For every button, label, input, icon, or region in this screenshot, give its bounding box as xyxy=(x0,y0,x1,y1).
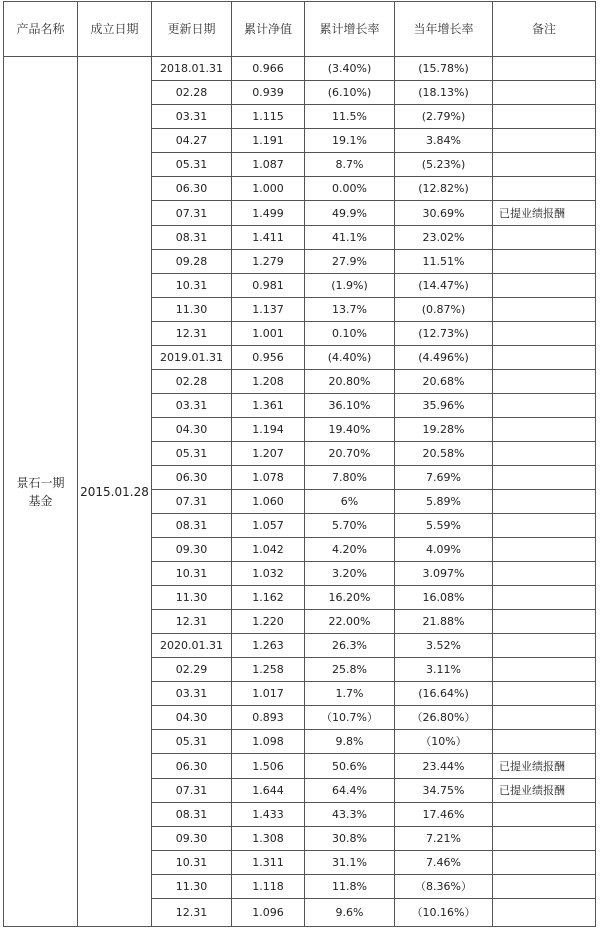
update-date-cell: 03.31 xyxy=(152,394,232,418)
remark-cell: 已提业绩报酬 xyxy=(493,779,596,803)
cumulative-growth-cell: 0.00% xyxy=(305,177,395,201)
remark-cell xyxy=(493,81,596,105)
cumulative-growth-cell: (6.10%) xyxy=(305,81,395,105)
nav-cell: 1.411 xyxy=(232,226,305,250)
nav-cell: 1.098 xyxy=(232,730,305,754)
nav-cell: 1.433 xyxy=(232,803,305,827)
nav-cell: 1.506 xyxy=(232,754,305,779)
update-date-cell: 12.31 xyxy=(152,899,232,927)
ytd-growth-cell: 3.84% xyxy=(395,129,493,153)
update-date-cell: 05.31 xyxy=(152,442,232,466)
ytd-growth-cell: 5.59% xyxy=(395,514,493,538)
ytd-growth-cell: 7.69% xyxy=(395,466,493,490)
update-date-cell: 11.30 xyxy=(152,298,232,322)
ytd-growth-cell: 20.68% xyxy=(395,370,493,394)
established-date-cell: 2015.01.28 xyxy=(78,57,152,927)
nav-cell: 1.361 xyxy=(232,394,305,418)
cumulative-growth-cell: 64.4% xyxy=(305,779,395,803)
update-date-cell: 06.30 xyxy=(152,754,232,779)
remark-cell xyxy=(493,466,596,490)
remark-cell xyxy=(493,827,596,851)
ytd-growth-cell: 23.02% xyxy=(395,226,493,250)
update-date-cell: 02.29 xyxy=(152,658,232,682)
ytd-growth-cell: 7.21% xyxy=(395,827,493,851)
ytd-growth-cell: 23.44% xyxy=(395,754,493,779)
nav-cell: 1.308 xyxy=(232,827,305,851)
remark-cell xyxy=(493,875,596,899)
remark-cell xyxy=(493,899,596,927)
ytd-growth-cell: 3.097% xyxy=(395,562,493,586)
cumulative-growth-cell: 19.40% xyxy=(305,418,395,442)
cumulative-growth-cell: 20.70% xyxy=(305,442,395,466)
nav-cell: 0.939 xyxy=(232,81,305,105)
header-update-date: 更新日期 xyxy=(152,2,232,57)
cumulative-growth-cell: 22.00% xyxy=(305,610,395,634)
nav-cell: 1.060 xyxy=(232,490,305,514)
cumulative-growth-cell: 6% xyxy=(305,490,395,514)
header-product-name: 产品名称 xyxy=(4,2,78,57)
remark-cell xyxy=(493,851,596,875)
update-date-cell: 08.31 xyxy=(152,226,232,250)
nav-cell: 1.311 xyxy=(232,851,305,875)
cumulative-growth-cell: 11.8% xyxy=(305,875,395,899)
update-date-cell: 02.28 xyxy=(152,81,232,105)
remark-cell xyxy=(493,250,596,274)
cumulative-growth-cell: 43.3% xyxy=(305,803,395,827)
cumulative-growth-cell: 36.10% xyxy=(305,394,395,418)
remark-cell xyxy=(493,346,596,370)
table-row xyxy=(4,57,596,81)
remark-cell xyxy=(493,129,596,153)
nav-cell: 1.208 xyxy=(232,370,305,394)
update-date-cell: 09.30 xyxy=(152,827,232,851)
cumulative-growth-cell: 50.6% xyxy=(305,754,395,779)
ytd-growth-cell: 21.88% xyxy=(395,610,493,634)
cumulative-growth-cell: 27.9% xyxy=(305,250,395,274)
nav-cell: 1.096 xyxy=(232,899,305,927)
nav-cell: 1.220 xyxy=(232,610,305,634)
ytd-growth-cell: 30.69% xyxy=(395,201,493,226)
cumulative-growth-cell: （10.7%） xyxy=(305,706,395,730)
update-date-cell: 06.30 xyxy=(152,466,232,490)
remark-cell xyxy=(493,105,596,129)
cumulative-growth-cell: (1.9%) xyxy=(305,274,395,298)
ytd-growth-cell: （8.36%） xyxy=(395,875,493,899)
nav-cell: 1.162 xyxy=(232,586,305,610)
remark-cell xyxy=(493,177,596,201)
remark-cell xyxy=(493,586,596,610)
remark-cell: 已提业绩报酬 xyxy=(493,754,596,779)
cumulative-growth-cell: 9.8% xyxy=(305,730,395,754)
nav-cell: 1.207 xyxy=(232,442,305,466)
nav-cell: 1.258 xyxy=(232,658,305,682)
update-date-cell: 09.30 xyxy=(152,538,232,562)
cumulative-growth-cell: 11.5% xyxy=(305,105,395,129)
remark-cell xyxy=(493,514,596,538)
update-date-cell: 05.31 xyxy=(152,153,232,177)
ytd-growth-cell: (16.64%) xyxy=(395,682,493,706)
update-date-cell: 10.31 xyxy=(152,274,232,298)
update-date-cell: 11.30 xyxy=(152,586,232,610)
nav-cell: 1.087 xyxy=(232,153,305,177)
remark-cell: 已提业绩报酬 xyxy=(493,201,596,226)
table-body xyxy=(4,57,596,927)
product-name-line1: 景石一期 xyxy=(16,475,65,490)
ytd-growth-cell: 7.46% xyxy=(395,851,493,875)
remark-cell xyxy=(493,153,596,177)
cumulative-growth-cell: 13.7% xyxy=(305,298,395,322)
cumulative-growth-cell: 3.20% xyxy=(305,562,395,586)
nav-cell: 0.966 xyxy=(232,57,305,81)
update-date-cell: 11.30 xyxy=(152,875,232,899)
header-ytd-growth: 当年增长率 xyxy=(395,2,493,57)
ytd-growth-cell: (0.87%) xyxy=(395,298,493,322)
ytd-growth-cell: 35.96% xyxy=(395,394,493,418)
product-name-line2: 基金 xyxy=(28,493,53,508)
ytd-growth-cell: (18.13%) xyxy=(395,81,493,105)
header-cumulative-nav: 累计净值 xyxy=(232,2,305,57)
header-remarks: 备注 xyxy=(493,2,596,57)
update-date-cell: 10.31 xyxy=(152,851,232,875)
cumulative-growth-cell: (3.40%) xyxy=(305,57,395,81)
remark-cell xyxy=(493,394,596,418)
cumulative-growth-cell: (4.40%) xyxy=(305,346,395,370)
ytd-growth-cell: (4.496%) xyxy=(395,346,493,370)
remark-cell xyxy=(493,490,596,514)
cumulative-growth-cell: 0.10% xyxy=(305,322,395,346)
remark-cell xyxy=(493,610,596,634)
ytd-growth-cell: 3.11% xyxy=(395,658,493,682)
nav-cell: 1.263 xyxy=(232,634,305,658)
header-row xyxy=(4,2,596,57)
update-date-cell: 04.30 xyxy=(152,418,232,442)
fund-nav-table xyxy=(3,1,596,927)
update-date-cell: 08.31 xyxy=(152,803,232,827)
cumulative-growth-cell: 8.7% xyxy=(305,153,395,177)
nav-cell: 1.042 xyxy=(232,538,305,562)
update-date-cell: 03.31 xyxy=(152,682,232,706)
remark-cell xyxy=(493,730,596,754)
ytd-growth-cell: (14.47%) xyxy=(395,274,493,298)
ytd-growth-cell: (2.79%) xyxy=(395,105,493,129)
nav-cell: 1.644 xyxy=(232,779,305,803)
nav-cell: 1.057 xyxy=(232,514,305,538)
update-date-cell: 12.31 xyxy=(152,322,232,346)
nav-cell: 1.078 xyxy=(232,466,305,490)
cumulative-growth-cell: 16.20% xyxy=(305,586,395,610)
cumulative-growth-cell: 20.80% xyxy=(305,370,395,394)
remark-cell xyxy=(493,57,596,81)
cumulative-growth-cell: 19.1% xyxy=(305,129,395,153)
ytd-growth-cell: 16.08% xyxy=(395,586,493,610)
remark-cell xyxy=(493,803,596,827)
nav-cell: 1.115 xyxy=(232,105,305,129)
remark-cell xyxy=(493,658,596,682)
ytd-growth-cell: （10.16%） xyxy=(395,899,493,927)
ytd-growth-cell: （10%） xyxy=(395,730,493,754)
ytd-growth-cell: (12.82%) xyxy=(395,177,493,201)
nav-cell: 1.000 xyxy=(232,177,305,201)
header-cumulative-growth: 累计增长率 xyxy=(305,2,395,57)
cumulative-growth-cell: 4.20% xyxy=(305,538,395,562)
remark-cell xyxy=(493,562,596,586)
update-date-cell: 2018.01.31 xyxy=(152,57,232,81)
update-date-cell: 06.30 xyxy=(152,177,232,201)
nav-cell: 0.981 xyxy=(232,274,305,298)
ytd-growth-cell: 17.46% xyxy=(395,803,493,827)
cumulative-growth-cell: 30.8% xyxy=(305,827,395,851)
nav-cell: 1.499 xyxy=(232,201,305,226)
remark-cell xyxy=(493,274,596,298)
remark-cell xyxy=(493,226,596,250)
remark-cell xyxy=(493,418,596,442)
update-date-cell: 10.31 xyxy=(152,562,232,586)
nav-cell: 1.118 xyxy=(232,875,305,899)
ytd-growth-cell: (15.78%) xyxy=(395,57,493,81)
ytd-growth-cell: 4.09% xyxy=(395,538,493,562)
update-date-cell: 07.31 xyxy=(152,201,232,226)
ytd-growth-cell: 11.51% xyxy=(395,250,493,274)
update-date-cell: 09.28 xyxy=(152,250,232,274)
header-established-date: 成立日期 xyxy=(78,2,152,57)
update-date-cell: 2020.01.31 xyxy=(152,634,232,658)
update-date-cell: 2019.01.31 xyxy=(152,346,232,370)
cumulative-growth-cell: 31.1% xyxy=(305,851,395,875)
remark-cell xyxy=(493,682,596,706)
update-date-cell: 08.31 xyxy=(152,514,232,538)
nav-cell: 1.191 xyxy=(232,129,305,153)
cumulative-growth-cell: 5.70% xyxy=(305,514,395,538)
nav-cell: 1.017 xyxy=(232,682,305,706)
cumulative-growth-cell: 9.6% xyxy=(305,899,395,927)
ytd-growth-cell: 20.58% xyxy=(395,442,493,466)
update-date-cell: 12.31 xyxy=(152,610,232,634)
update-date-cell: 05.31 xyxy=(152,730,232,754)
nav-cell: 1.137 xyxy=(232,298,305,322)
cumulative-growth-cell: 41.1% xyxy=(305,226,395,250)
cumulative-growth-cell: 26.3% xyxy=(305,634,395,658)
remark-cell xyxy=(493,538,596,562)
update-date-cell: 02.28 xyxy=(152,370,232,394)
update-date-cell: 04.30 xyxy=(152,706,232,730)
remark-cell xyxy=(493,322,596,346)
nav-cell: 1.032 xyxy=(232,562,305,586)
cumulative-growth-cell: 1.7% xyxy=(305,682,395,706)
update-date-cell: 07.31 xyxy=(152,779,232,803)
remark-cell xyxy=(493,442,596,466)
remark-cell xyxy=(493,706,596,730)
ytd-growth-cell: 34.75% xyxy=(395,779,493,803)
remark-cell xyxy=(493,298,596,322)
ytd-growth-cell: 5.89% xyxy=(395,490,493,514)
ytd-growth-cell: (12.73%) xyxy=(395,322,493,346)
ytd-growth-cell: 19.28% xyxy=(395,418,493,442)
ytd-growth-cell: （26.80%） xyxy=(395,706,493,730)
cumulative-growth-cell: 49.9% xyxy=(305,201,395,226)
update-date-cell: 04.27 xyxy=(152,129,232,153)
nav-cell: 0.956 xyxy=(232,346,305,370)
cumulative-growth-cell: 7.80% xyxy=(305,466,395,490)
nav-cell: 1.194 xyxy=(232,418,305,442)
remark-cell xyxy=(493,634,596,658)
update-date-cell: 03.31 xyxy=(152,105,232,129)
nav-cell: 1.279 xyxy=(232,250,305,274)
product-name-cell xyxy=(4,57,78,927)
ytd-growth-cell: 3.52% xyxy=(395,634,493,658)
update-date-cell: 07.31 xyxy=(152,490,232,514)
remark-cell xyxy=(493,370,596,394)
cumulative-growth-cell: 25.8% xyxy=(305,658,395,682)
nav-cell: 0.893 xyxy=(232,706,305,730)
nav-cell: 1.001 xyxy=(232,322,305,346)
ytd-growth-cell: (5.23%) xyxy=(395,153,493,177)
